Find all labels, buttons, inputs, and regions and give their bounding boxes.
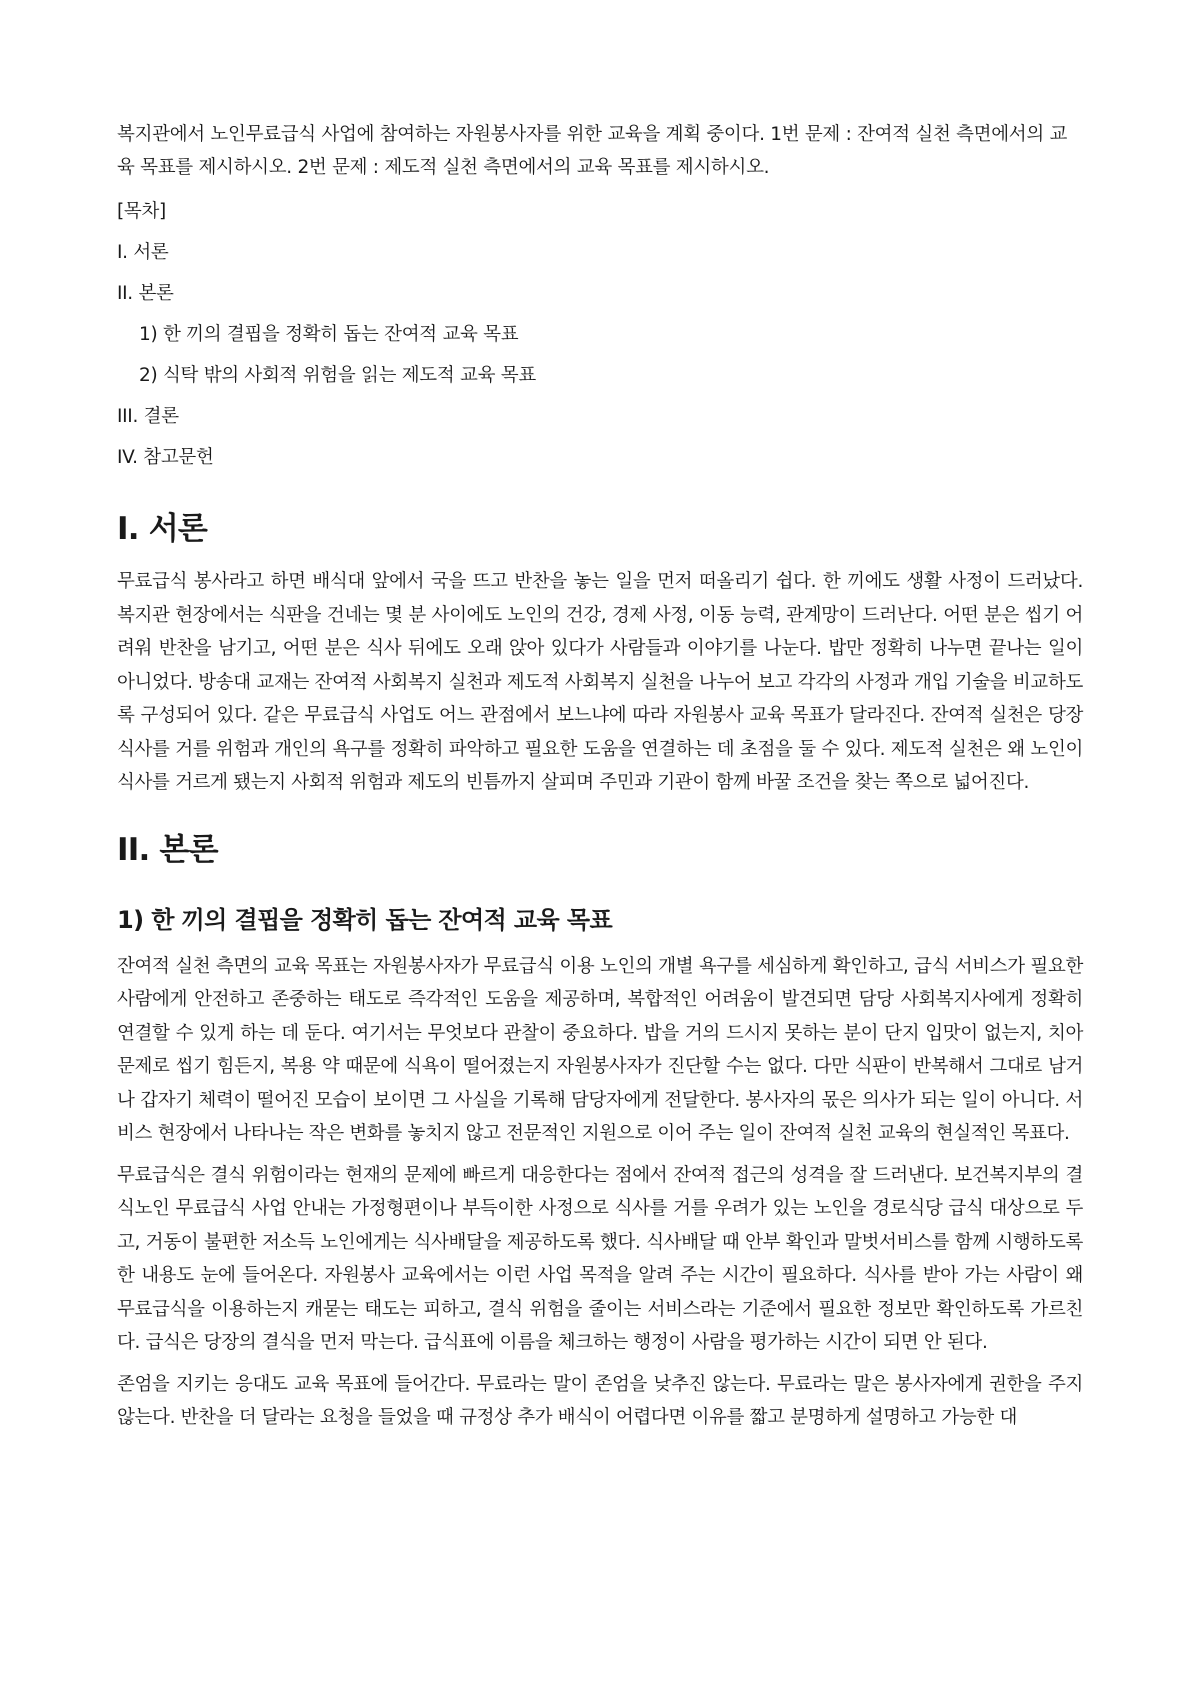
toc-item-body-sub2: 2) 식탁 밖의 사회적 위험을 읽는 제도적 교육 목표 xyxy=(139,365,536,386)
toc-title: [목차] xyxy=(117,201,166,222)
body-paragraph: 잔여적 실천 측면의 교육 목표는 자원봉사자가 무료급식 이용 노인의 개별 욕구를 세심하게 확인하고, 급식 서비스가 필요한 사람에게 안전하고 존중하는 태도로 즉각적인 도움을 제공하며, 복합적인 어려움이 발견되면 담당 사회복지사에게 정확히 연결할 수 있게 하는 데 둔다. 여기서는 무엇보다 관찰이 중요하다. 밥을 거의 드시지 못하는 분이 단지 입맛이 없는지, 치아 문제로 씹기 힘든지, 복용 약 때문에 식욕이 떨어졌는지 자원봉사자가 진단할 수는 없다. 다만 식판이 반복해서 그대로 남거나 갑자기 체력이 떨어진 모습이 보이면 그 사실을 기록해 담당자에게 전달한다. 봉사자의 몫은 의사가 되는 일이 아니다. 서비스 현장에서 나타나는 작은 변화를 놓치지 않고 전문적인 지원으로 이어 주는 일이 잔여적 실천 교육의 현실적인 목표다. xyxy=(117,955,1083,1144)
toc-item-body: II. 본론 xyxy=(117,283,174,304)
section-heading-intro: I. 서론 xyxy=(117,511,207,547)
toc-item-intro: I. 서론 xyxy=(117,242,169,263)
intro-paragraph: 무료급식 봉사라고 하면 배식대 앞에서 국을 뜨고 반찬을 놓는 일을 먼저 떠올리기 쉽다. 한 끼에도 생활 사정이 드러났다. 복지관 현장에서는 식판을 건네는 몇 분 사이에도 노인의 건강, 경제 사정, 이동 능력, 관계망이 드러난다. 어떤 분은 씹기 어려워 반찬을 남기고, 어떤 분은 식사 뒤에도 오래 앉아 있다가 사람들과 이야기를 나눈다. 밥만 정확히 나누면 끝나는 일이 아니었다. 방송대 교재는 잔여적 사회복지 실천과 제도적 사회복지 실천을 나누어 보고 각각의 사정과 개입 기술을 비교하도록 구성되어 있다. 같은 무료급식 사업도 어느 관점에서 보느냐에 따라 자원봉사 교육 목표가 달라진다. 잔여적 실천은 당장 식사를 거를 위험과 개인의 욕구를 정확히 파악하고 필요한 도움을 연결하는 데 초점을 둘 수 있다. 제도적 실천은 왜 노인이 식사를 거르게 됐는지 사회적 위험과 제도의 빈틈까지 살피며 주민과 기관이 함께 바꿀 조건을 찾는 쪽으로 넓어진다. xyxy=(117,571,1083,793)
table-of-contents xyxy=(117,192,1083,479)
subsection-heading-1: 1) 한 끼의 결핍을 정확히 돕는 잔여적 교육 목표 xyxy=(117,905,613,934)
toc-item-conclusion: III. 결론 xyxy=(117,406,179,427)
document-page xyxy=(117,118,1083,1443)
toc-item-references: IV. 참고문헌 xyxy=(117,447,214,468)
assignment-prompt: 복지관에서 노인무료급식 사업에 참여하는 자원봉사자를 위한 교육을 계획 중이다. 1번 문제 : 잔여적 실천 측면에서의 교육 목표를 제시하시오. 2번 문제 : 제도적 실천 측면에서의 교육 목표를 제시하시오. xyxy=(117,124,1068,178)
body-paragraph: 존엄을 지키는 응대도 교육 목표에 들어간다. 무료라는 말이 존엄을 낮추진 않는다. 무료라는 말은 봉사자에게 권한을 주지 않는다. 반찬을 더 달라는 요청을 들었을 때 규정상 추가 배식이 어렵다면 이유를 짧고 분명하게 설명하고 가능한 대 xyxy=(117,1373,1083,1428)
body-paragraph: 무료급식은 결식 위험이라는 현재의 문제에 빠르게 대응한다는 점에서 잔여적 접근의 성격을 잘 드러낸다. 보건복지부의 결식노인 무료급식 사업 안내는 가정형편이나 부득이한 사정으로 식사를 거를 우려가 있는 노인을 경로식당 급식 대상으로 두고, 거동이 불편한 저소득 노인에게는 식사배달을 제공하도록 했다. 식사배달 때 안부 확인과 말벗서비스를 함께 시행하도록 한 내용도 눈에 들어온다. 자원봉사 교육에서는 이런 사업 목적을 알려 주는 시간이 필요하다. 식사를 받아 가는 사람이 왜 무료급식을 이용하는지 캐묻는 태도는 피하고, 결식 위험을 줄이는 서비스라는 기준에서 필요한 정보만 확인하도록 가르친다. 급식은 당장의 결식을 먼저 막는다. 급식표에 이름을 체크하는 행정이 사람을 평가하는 시간이 되면 안 된다. xyxy=(117,1164,1083,1353)
section-heading-body: II. 본론 xyxy=(117,831,218,868)
toc-item-body-sub1: 1) 한 끼의 결핍을 정확히 돕는 잔여적 교육 목표 xyxy=(139,324,519,345)
